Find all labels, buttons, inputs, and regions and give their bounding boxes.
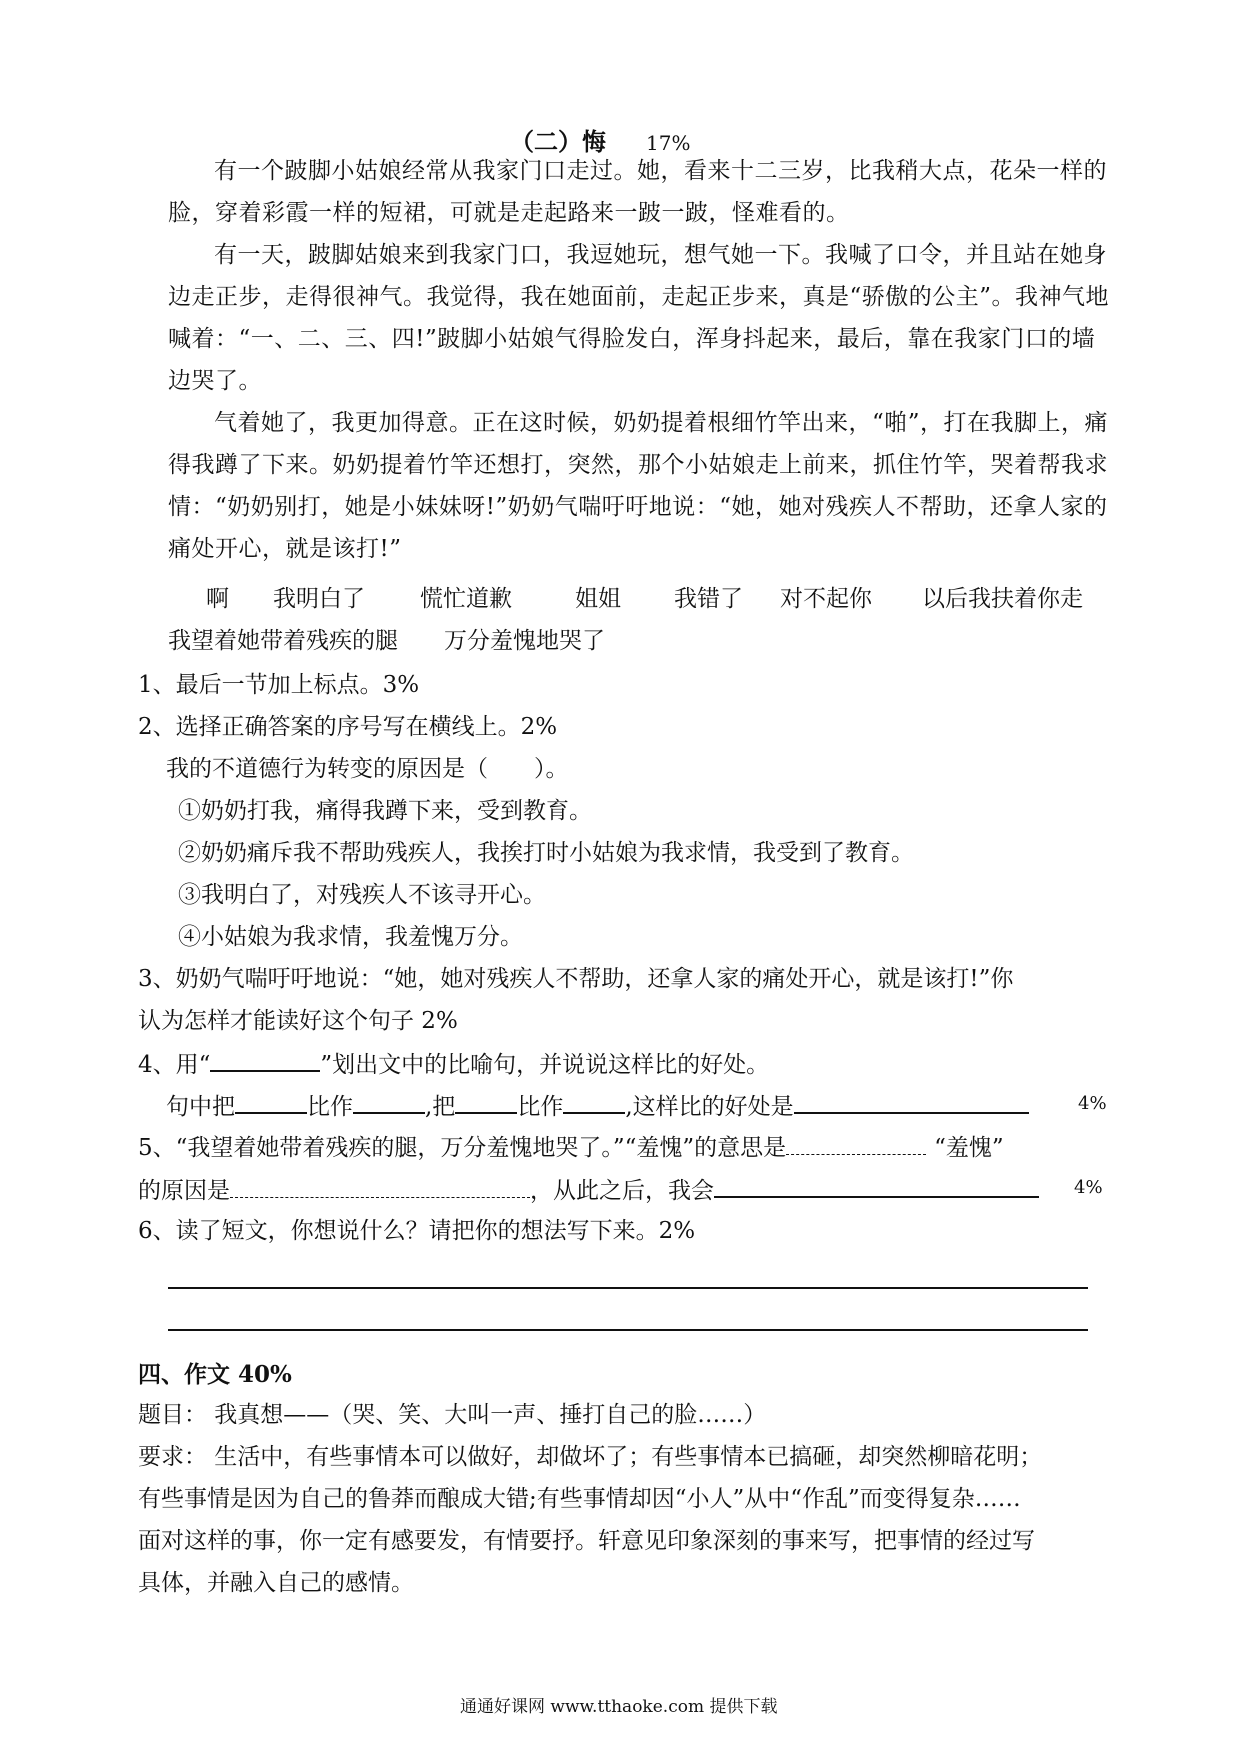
q5-text: 的原因是 xyxy=(138,1178,230,1204)
fill-text: 句中把 xyxy=(166,1094,235,1120)
question-2-stem: 我的不道德行为转变的原因是（ ）。 xyxy=(166,756,569,782)
question-5-line-2 xyxy=(138,1172,1039,1208)
fill-text: 比作 xyxy=(307,1094,353,1120)
fill-text: ,把 xyxy=(425,1094,456,1120)
story-paragraph-1: 有一个跛脚小姑娘经常从我家门口走过。她，看来十二三岁，比我稍大点，花朵一样的脸，穿着彩霞一样的短裙，可就是走起路来一跛一跛，怪难看的。 xyxy=(168,158,1107,226)
question-3-line-2: 认为怎样才能读好这个句子 2% xyxy=(138,1008,458,1034)
unpunct-word: 以后我扶着你走 xyxy=(922,586,1083,612)
answer-blank-3[interactable] xyxy=(455,1088,517,1114)
unpunct-word: 对不起你 xyxy=(780,586,872,612)
composition-heading: 四、作文 40% xyxy=(138,1361,292,1388)
answer-blank-meaning[interactable] xyxy=(786,1130,926,1155)
q5-text: 5、“我望着她带着残疾的腿，万分羞愧地哭了。”“羞愧”的意思是 xyxy=(138,1135,787,1161)
answer-blank-1[interactable] xyxy=(235,1088,307,1114)
answer-blank-reason[interactable] xyxy=(230,1173,530,1198)
q5-text: ，从此之后，我会 xyxy=(530,1178,714,1204)
story-paragraph-3: 气着她了，我更加得意。正在这时候，奶奶提着根细竹竿出来，“啪”，打在我脚上，痛得我蹲了下来。奶奶提着竹竿还想打，突然，那个小姑娘走上前来，抓住竹竿，哭着帮我求情：“奶奶别打，她是小妹妹呀!”奶奶气喘吁吁地说：“她，她对残疾人不帮助，还拿人家的痛处开心，就是该打!” xyxy=(168,410,1109,562)
composition-topic: 题目： 我真想——（哭、笑、大叫一声、捶打自己的脸……） xyxy=(138,1402,767,1428)
unpunct-word: 我明白了 xyxy=(273,586,365,612)
composition-requirement-line-2: 有些事情是因为自己的鲁莽而酿成大错;有些事情却因“小人”从中“作乱”而变得复杂…… xyxy=(138,1486,1021,1512)
answer-blank-4[interactable] xyxy=(563,1088,625,1114)
question-5-percent: 4% xyxy=(1074,1177,1103,1198)
answer-blank-5[interactable] xyxy=(794,1088,1029,1114)
story-paragraph-2: 有一天，跛脚姑娘来到我家门口，我逗她玩，想气她一下。我喊了口令，并且站在她身边走正步，走得很神气。我觉得，我在她面前，走起正步来，真是“骄傲的公主”。我神气地喊着：“一、二、三、四!”跛脚小姑娘气得脸发白，浑身抖起来，最后，靠在我家门口的墙边哭了。 xyxy=(168,242,1110,394)
question-2: 2、选择正确答案的序号写在横线上。2% xyxy=(138,714,558,740)
fill-text: ,这样比的好处是 xyxy=(625,1094,794,1120)
section-percent: 17% xyxy=(646,131,691,155)
answer-blank-future[interactable] xyxy=(714,1172,1039,1198)
question-1: 1、最后一节加上标点。3% xyxy=(138,672,420,698)
unpunct-word: 慌忙道歉 xyxy=(420,586,512,612)
composition-requirement-line-3: 面对这样的事，你一定有感要发，有情要抒。轩意见印象深刻的事来写，把事情的经过写 xyxy=(138,1528,1035,1554)
unpunct-word: 万分羞愧地哭了 xyxy=(444,628,605,654)
answer-line-2[interactable] xyxy=(168,1329,1088,1331)
unpunct-word: 姐姐 xyxy=(575,586,621,612)
question-5-line-1 xyxy=(138,1130,1004,1165)
unpunct-word: 啊 xyxy=(206,586,229,612)
underline-sample xyxy=(210,1046,320,1072)
composition-requirement-line-1: 要求： 生活中，有些事情本可以做好，却做坏了；有些事情本已搞砸，却突然柳暗花明； xyxy=(138,1444,1043,1470)
answer-line-1[interactable] xyxy=(168,1287,1088,1289)
answer-blank-2[interactable] xyxy=(353,1088,425,1114)
question-2-option-1: ①奶奶打我，痛得我蹲下来，受到教育。 xyxy=(178,798,592,824)
fill-text: 比作 xyxy=(517,1094,564,1120)
question-2-option-4: ④小姑娘为我求情，我羞愧万分。 xyxy=(178,924,523,950)
page-footer: 通通好课网 www.tthaoke.com 提供下载 xyxy=(460,1697,778,1717)
question-4-suffix: ”划出文中的比喻句，并说说这样比的好处。 xyxy=(320,1052,770,1078)
question-6: 6、读了短文，你想说什么？请把你的想法写下来。2% xyxy=(138,1218,696,1244)
question-4-percent: 4% xyxy=(1078,1093,1107,1114)
unpunct-word: 我错了 xyxy=(674,586,743,612)
composition-requirement-line-4: 具体，并融入自己的感情。 xyxy=(138,1570,414,1596)
question-4 xyxy=(138,1046,769,1082)
unpunct-word: 我望着她带着残疾的腿 xyxy=(168,628,398,654)
question-4-prefix: 4、用“ xyxy=(138,1052,211,1078)
question-4-fill-line xyxy=(166,1088,1029,1124)
q5-text: “羞愧” xyxy=(934,1135,1004,1161)
question-2-option-3: ③我明白了，对残疾人不该寻开心。 xyxy=(178,882,546,908)
question-3-line-1: 3、奶奶气喘吁吁地说：“她，她对残疾人不帮助，还拿人家的痛处开心，就是该打!”你 xyxy=(138,966,1014,992)
section-title-text: （二）悔 xyxy=(510,127,606,156)
question-2-option-2: ②奶奶痛斥我不帮助残疾人，我挨打时小姑娘为我求情，我受到了教育。 xyxy=(178,840,914,866)
